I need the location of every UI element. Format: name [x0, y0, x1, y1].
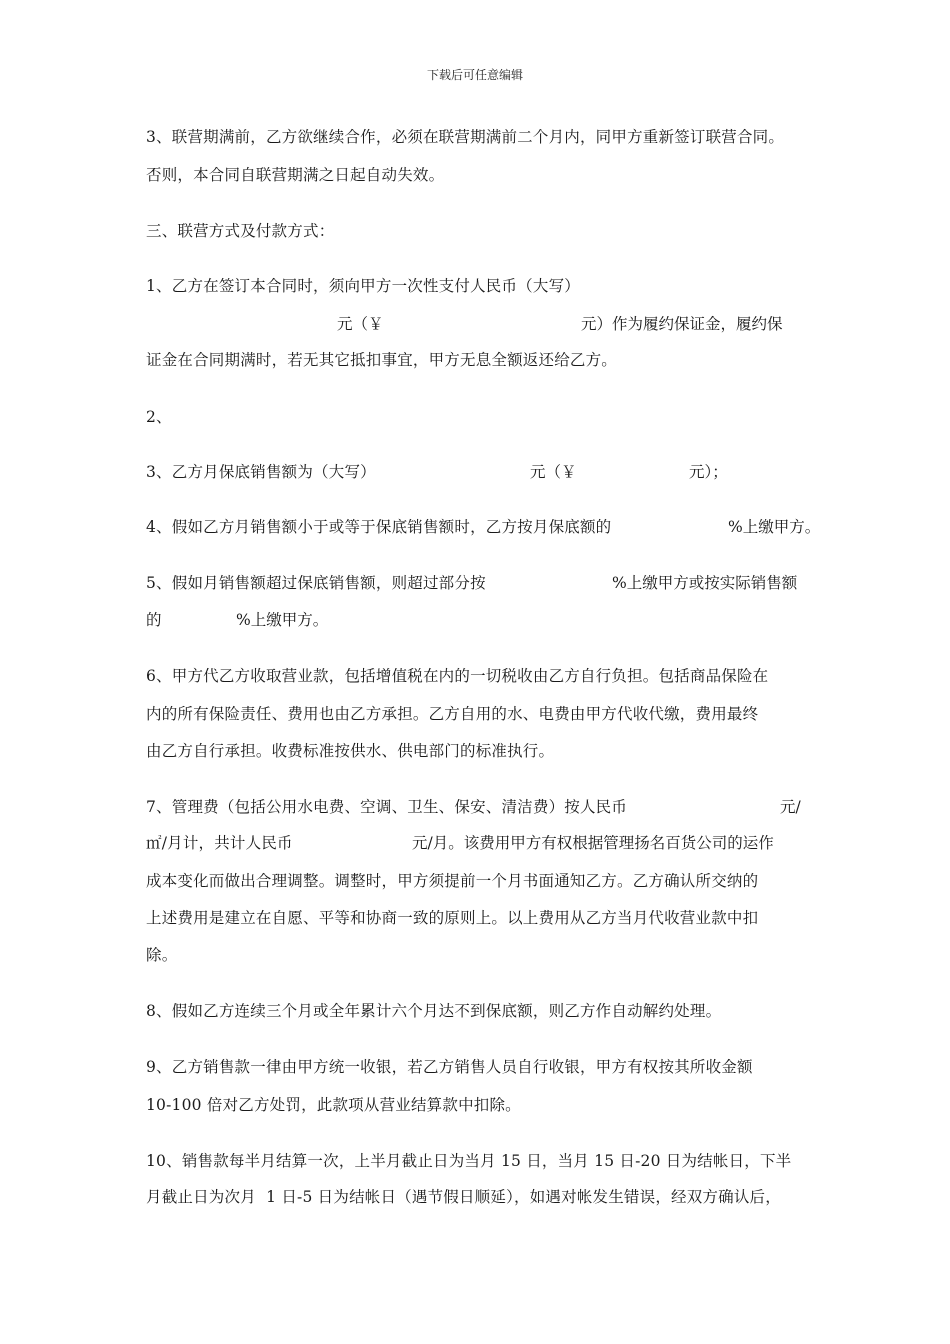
page-header: 下载后可任意编辑	[426, 68, 523, 82]
s3-clause-5-line-2-percent: %上缴甲方。	[236, 611, 329, 629]
section-3-title: 三、联营方式及付款方式：	[146, 222, 335, 240]
s3-clause-3-label: 3、乙方月保底销售额为（大写）	[146, 463, 376, 481]
s3-clause-6-line-3: 由乙方自行承担。收费标准按供水、供电部门的标准执行。	[146, 742, 555, 760]
s3-clause-3-yuan-close: 元）；	[689, 463, 728, 481]
s3-clause-9-line-2: 10-100 倍对乙方处罚，此款项从营业结算款中扣除。	[146, 1096, 521, 1114]
s3-clause-4-text: 4、假如乙方月销售额小于或等于保底销售额时，乙方按月保底额的	[146, 518, 612, 536]
s3-clause-2: 2、	[146, 408, 172, 426]
s3-clause-8: 8、假如乙方连续三个月或全年累计六个月达不到保底额，则乙方作自动解约处理。	[146, 1002, 722, 1020]
s3-clause-1-line-3: 证金在合同期满时，若无其它抵扣事宜，甲方无息全额返还给乙方。	[146, 351, 618, 369]
s3-clause-4-percent: %上缴甲方。	[728, 518, 821, 536]
s3-clause-10-line-1: 10、销售款每半月结算一次，上半月截止日为当月 15 日，当月 15 日-20 日为结帐日，下半	[146, 1152, 792, 1170]
s3-clause-6-line-2: 内的所有保险责任、费用也由乙方承担。乙方自用的水、电费由甲方代收代缴，费用最终	[146, 705, 759, 723]
s3-clause-1-deposit-text: 元）作为履约保证金，履约保	[581, 315, 783, 333]
s3-clause-3-yuan-open: 元（￥	[530, 463, 577, 481]
s3-clause-7-line-1: 7、管理费（包括公用水电费、空调、卫生、保安、清洁费）按人民币	[146, 798, 628, 816]
s3-clause-1-yuan-open: 元（￥	[337, 315, 384, 333]
clause-3-line-1: 3、联营期满前，乙方欲继续合作，必须在联营期满前二个月内，同甲方重新签订联营合同。	[146, 128, 785, 146]
s3-clause-6-line-1: 6、甲方代乙方收取营业款，包括增值税在内的一切税收由乙方自行负担。包括商品保险在	[146, 667, 769, 685]
s3-clause-7-unit: 元/	[780, 798, 801, 816]
s3-clause-7-line-2-label: ㎡/月计，共计人民币	[146, 834, 293, 852]
s3-clause-7-line-2-text: 元/月。该费用甲方有权根据管理扬名百货公司的运作	[412, 834, 774, 852]
s3-clause-7-line-4: 上述费用是建立在自愿、平等和协商一致的原则上。以上费用从乙方当月代收营业款中扣	[146, 909, 759, 927]
s3-clause-5-text: 5、假如月销售额超过保底销售额，则超过部分按	[146, 574, 486, 592]
s3-clause-7-line-5: 除。	[146, 946, 178, 964]
s3-clause-1-line-1: 1、乙方在签订本合同时，须向甲方一次性支付人民币（大写）	[146, 277, 580, 295]
s3-clause-5-line-2-label: 的	[146, 611, 162, 629]
s3-clause-5-percent: %上缴甲方或按实际销售额	[612, 574, 798, 592]
clause-3-line-2: 否则，本合同自联营期满之日起自动失效。	[146, 166, 445, 184]
s3-clause-9-line-1: 9、乙方销售款一律由甲方统一收银，若乙方销售人员自行收银，甲方有权按其所收金额	[146, 1058, 753, 1076]
s3-clause-7-line-3: 成本变化而做出合理调整。调整时，甲方须提前一个月书面通知乙方。乙方确认所交纳的	[146, 872, 759, 890]
s3-clause-10-line-2: 月截止日为次月 1 日-5 日为结帐日（遇节假日顺延），如遇对帐发生错误，经双方确认后，	[146, 1188, 781, 1206]
